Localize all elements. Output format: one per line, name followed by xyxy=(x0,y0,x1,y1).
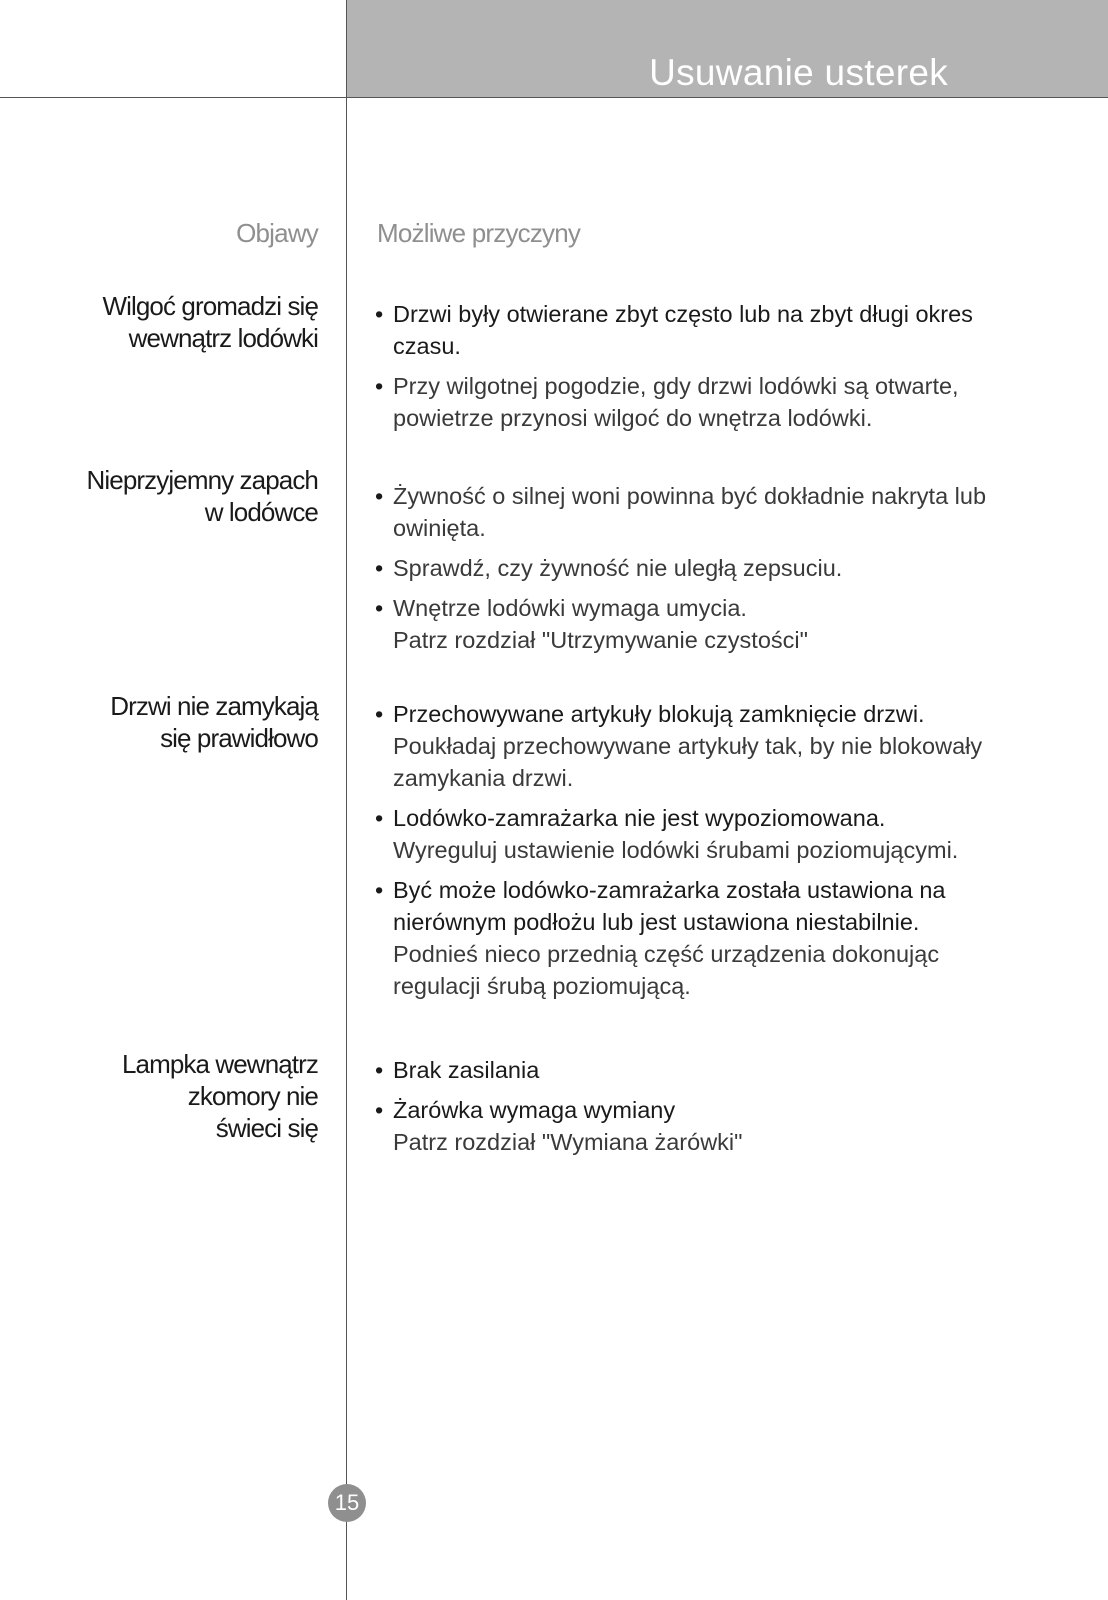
causes-heading: Możliwe przyczyny xyxy=(377,218,581,248)
symptom-moisture xyxy=(8,290,318,354)
cause-line: • Żarówka wymaga wymiany xyxy=(393,1097,676,1123)
symptom-line: w lodówce xyxy=(204,497,318,527)
cause-line: Poukładaj przechowywane artykuły tak, by nie blokowały xyxy=(393,733,983,759)
symptom-odor xyxy=(8,464,318,528)
cause-line: • Brak zasilania xyxy=(393,1057,540,1083)
page-number: 15 xyxy=(328,1484,366,1522)
cause-item xyxy=(375,698,1075,794)
cause-item xyxy=(375,370,1075,434)
cause-line: czasu. xyxy=(393,333,461,359)
symptom-lamp xyxy=(8,1048,318,1144)
symptom-line: Wilgoć gromadzi się xyxy=(102,291,318,321)
header-band xyxy=(347,0,1108,98)
cause-item xyxy=(375,298,1075,362)
causes-lamp xyxy=(375,1054,1075,1166)
cause-line: Podnieś nieco przednią część urządzenia dokonując xyxy=(393,941,940,967)
cause-line: powietrze przynosi wilgoć do wnętrza lodówki. xyxy=(393,405,873,431)
cause-item xyxy=(375,874,1075,1002)
cause-line: Patrz rozdział "Wymiana żarówki" xyxy=(393,1129,743,1155)
cause-line: • Być może lodówko-zamrażarka została ustawiona na xyxy=(393,877,946,903)
causes-odor xyxy=(375,480,1075,664)
cause-item xyxy=(375,802,1075,866)
cause-line: • Żywność o silnej woni powinna być dokładnie nakryta lub xyxy=(393,483,987,509)
cause-item xyxy=(375,552,1075,584)
cause-item xyxy=(375,1094,1075,1158)
cause-item xyxy=(375,592,1075,656)
cause-line: Wyreguluj ustawienie lodówki śrubami poziomującymi. xyxy=(393,837,959,863)
page-title: Usuwanie usterek xyxy=(649,52,948,93)
symptom-line: się prawidłowo xyxy=(160,723,318,753)
symptoms-heading: Objawy xyxy=(236,218,318,248)
symptom-door xyxy=(8,690,318,754)
causes-moisture xyxy=(375,298,1075,442)
cause-line: Patrz rozdział "Utrzymywanie czystości" xyxy=(393,627,808,653)
header-rule xyxy=(0,97,1108,98)
cause-line: • Sprawdź, czy żywność nie uległą zepsuciu. xyxy=(393,555,843,581)
cause-line: zamykania drzwi. xyxy=(393,765,574,791)
symptom-line: Nieprzyjemny zapach xyxy=(86,465,318,495)
column-divider xyxy=(346,0,347,1600)
cause-line: • Wnętrze lodówki wymaga umycia. xyxy=(393,595,747,621)
symptom-line: zkomory nie xyxy=(187,1081,318,1111)
symptom-line: wewnątrz lodówki xyxy=(128,323,318,353)
causes-door xyxy=(375,698,1075,1010)
symptom-line: świeci się xyxy=(215,1113,318,1143)
symptom-line: Drzwi nie zamykają xyxy=(110,691,318,721)
cause-line: • Przechowywane artykuły blokują zamknięcie drzwi. xyxy=(393,701,925,727)
cause-line: nierównym podłożu lub jest ustawiona niestabilnie. xyxy=(393,909,920,935)
cause-line: owinięta. xyxy=(393,515,486,541)
cause-line: • Drzwi były otwierane zbyt często lub na zbyt długi okres xyxy=(393,301,973,327)
cause-line: regulacji śrubą poziomującą. xyxy=(393,973,691,999)
cause-item xyxy=(375,1054,1075,1086)
cause-item xyxy=(375,480,1075,544)
cause-line: • Przy wilgotnej pogodzie, gdy drzwi lodówki są otwarte, xyxy=(393,373,959,399)
cause-line: • Lodówko-zamrażarka nie jest wypoziomowana. xyxy=(393,805,886,831)
symptom-line: Lampka wewnątrz xyxy=(121,1049,318,1079)
